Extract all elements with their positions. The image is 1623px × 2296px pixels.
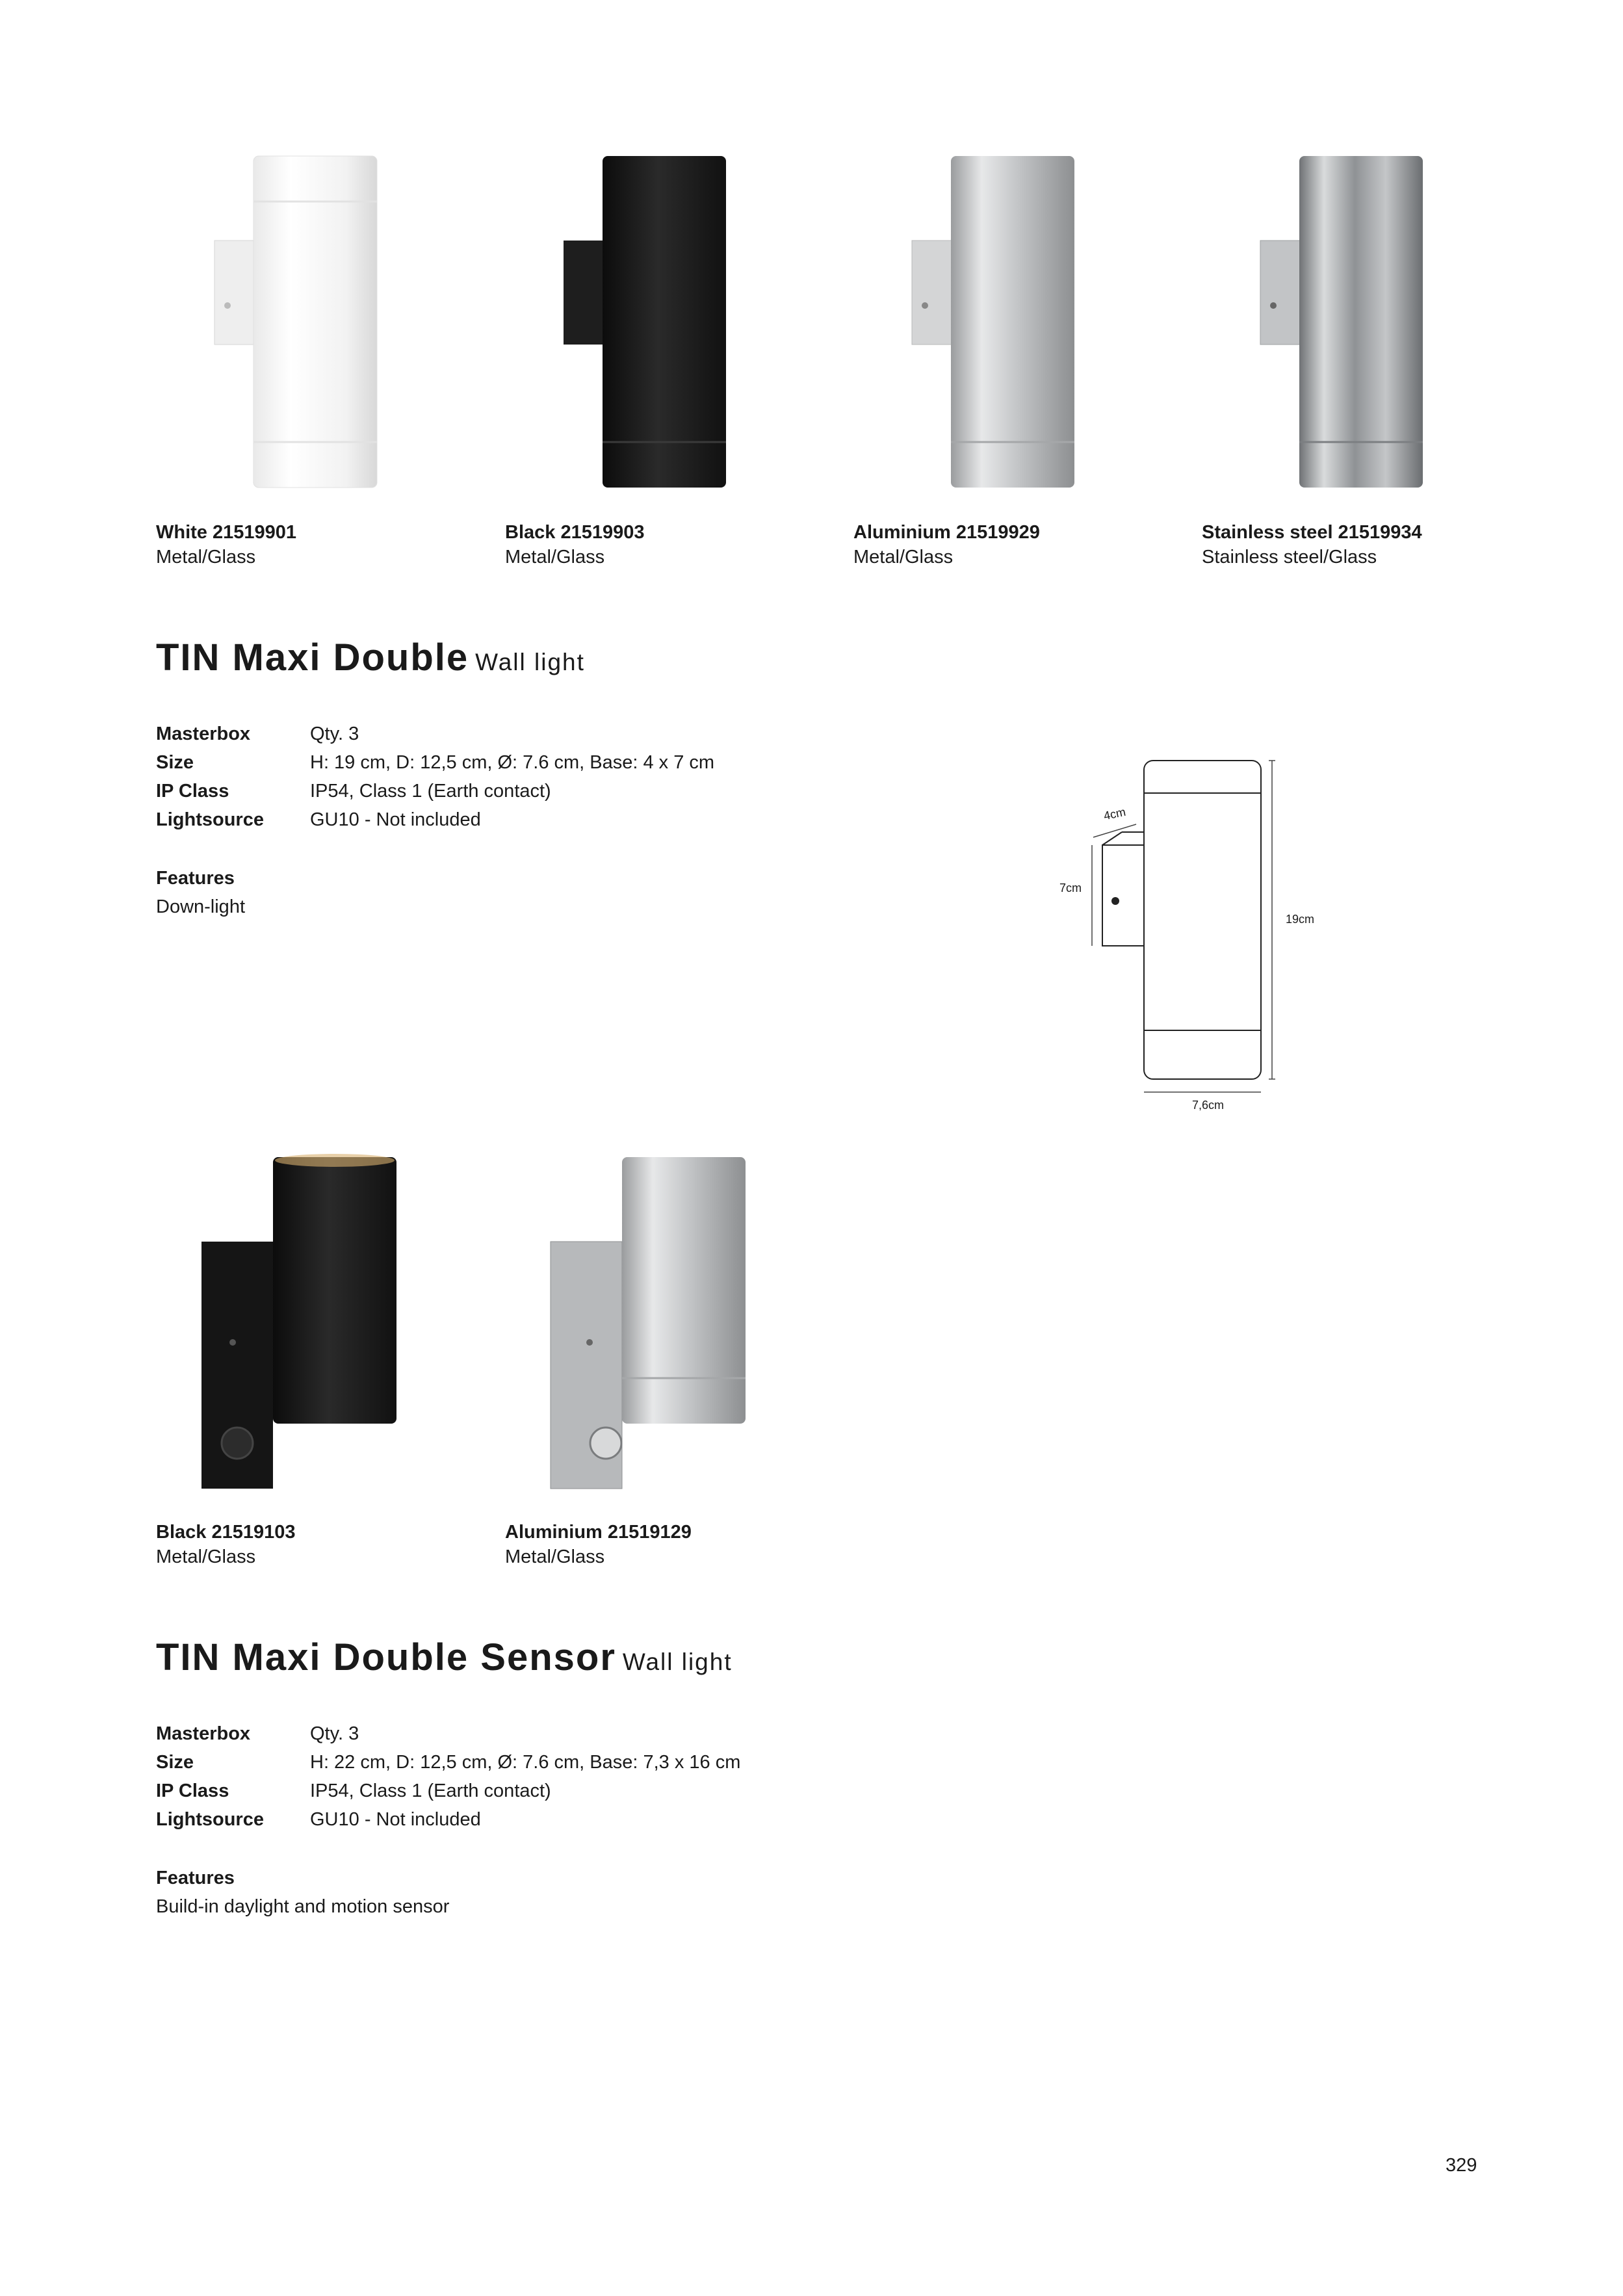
dim-label-height: 19cm [1286, 913, 1315, 926]
product-name-aluminium-sensor: Aluminium 21519129 [505, 1522, 692, 1543]
white-wall-light-image [162, 143, 435, 494]
product-name-white: White 21519901 [156, 522, 297, 543]
product-name-aluminium: Aluminium 21519929 [853, 522, 1040, 543]
stainless-wall-light-image [1208, 143, 1481, 494]
product-title: TIN Maxi Double Sensor [156, 1636, 616, 1678]
spec-label-lightsource: Lightsource [156, 809, 264, 830]
spec-value-masterbox: Qty. 3 [310, 724, 359, 744]
product-name-black: Black 21519903 [505, 522, 645, 543]
features-heading: Features [156, 1868, 235, 1888]
page-number: 329 [1446, 2155, 1477, 2176]
dimension-diagram [1033, 748, 1315, 1118]
spec-label-size: Size [156, 1752, 194, 1773]
spec-value-lightsource: GU10 - Not included [310, 809, 481, 830]
spec-label-ip-class: IP Class [156, 781, 229, 802]
aluminium-wall-light-image [860, 143, 1133, 494]
spec-value-ip-class: IP54, Class 1 (Earth contact) [310, 781, 551, 802]
spec-label-masterbox: Masterbox [156, 1723, 251, 1744]
product-name-black-sensor: Black 21519103 [156, 1522, 296, 1543]
product-material-stainless: Stainless steel/Glass [1202, 547, 1377, 567]
product-material-aluminium: Metal/Glass [853, 547, 954, 567]
features-heading: Features [156, 868, 235, 889]
product-subtitle: Wall light [475, 649, 585, 675]
product-subtitle: Wall light [622, 1649, 733, 1675]
product-title: TIN Maxi Double [156, 636, 469, 679]
product-material-white: Metal/Glass [156, 547, 256, 567]
spec-value-size: H: 22 cm, D: 12,5 cm, Ø: 7.6 cm, Base: 7,3 x 16 cm [310, 1752, 741, 1773]
section-title-tin-maxi-double [156, 636, 585, 679]
spec-value-size: H: 19 cm, D: 12,5 cm, Ø: 7.6 cm, Base: 4 x 7 cm [310, 752, 715, 773]
spec-label-masterbox: Masterbox [156, 724, 251, 744]
product-material-aluminium-sensor: Metal/Glass [505, 1546, 605, 1567]
features-text: Build-in daylight and motion sensor [156, 1896, 450, 1917]
product-name-stainless: Stainless steel 21519934 [1202, 522, 1422, 543]
spec-value-ip-class: IP54, Class 1 (Earth contact) [310, 1781, 551, 1801]
black-sensor-light-image [162, 1144, 435, 1495]
spec-value-lightsource: GU10 - Not included [310, 1809, 481, 1830]
product-material-black-sensor: Metal/Glass [156, 1546, 256, 1567]
spec-label-ip-class: IP Class [156, 1781, 229, 1801]
product-material-black: Metal/Glass [505, 547, 605, 567]
spec-value-masterbox: Qty. 3 [310, 1723, 359, 1744]
dim-label-base-height: 7cm [1059, 881, 1082, 894]
dim-label-diameter: 7,6cm [1192, 1099, 1225, 1112]
dim-label-depth: 4cm [1102, 805, 1127, 823]
spec-label-size: Size [156, 752, 194, 773]
aluminium-sensor-light-image [512, 1144, 785, 1495]
features-text: Down-light [156, 896, 245, 917]
spec-label-lightsource: Lightsource [156, 1809, 264, 1830]
black-wall-light-image [512, 143, 785, 494]
section-title-tin-maxi-double-sensor [156, 1636, 733, 1679]
